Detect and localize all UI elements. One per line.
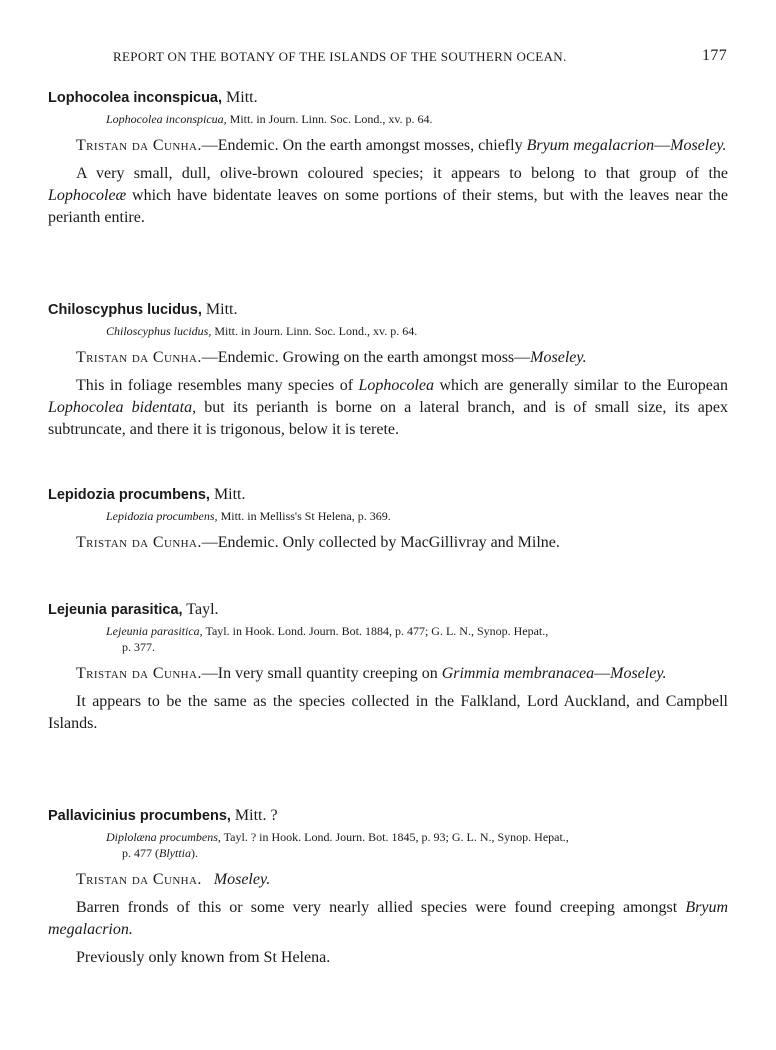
species-heading: Lophocolea inconspicua, Mitt. bbox=[48, 89, 258, 106]
citation: Lophocolea inconspicua, Mitt. in Journ. Linn. Soc. Lond., xv. p. 64. bbox=[106, 112, 433, 126]
species-heading: Chiloscyphus lucidus, Mitt. bbox=[48, 301, 238, 318]
locality-note: Tristan da Cunha.—Endemic. Growing on the earth amongst moss—Moseley. bbox=[76, 349, 587, 366]
description-paragraph: It appears to be the same as the species collected in the Falkland, Lord Auckland, and Campbell Islands. bbox=[48, 693, 728, 732]
species-heading: Lejeunia parasitica, Tayl. bbox=[48, 601, 219, 618]
species-heading: Pallavicinius procumbens, Mitt. ? bbox=[48, 807, 278, 824]
running-title: REPORT ON THE BOTANY OF THE ISLANDS OF THE SOUTHERN OCEAN. bbox=[113, 49, 567, 64]
citation: Lejeunia parasitica, Tayl. in Hook. Lond. Journ. Bot. 1884, p. 477; G. L. N., Synop. Hepat., p. 377. bbox=[106, 624, 549, 654]
species-entry bbox=[48, 486, 728, 554]
locality-note: Tristan da Cunha. Moseley. bbox=[76, 871, 271, 888]
description-paragraph: Barren fronds of this or some very nearly allied species were found creeping amongst Bryum megalacrion. bbox=[48, 899, 728, 938]
species-heading: Lepidozia procumbens, Mitt. bbox=[48, 486, 246, 503]
species-entry bbox=[48, 301, 728, 441]
description-paragraph: This in foliage resembles many species of Lophocolea which are generally similar to the European Lophocolea bidentata, but its perianth is borne on a lateral branch, and is of small size, its apex subtruncate, and there it is trigonous, below it is terete. bbox=[48, 377, 729, 438]
description-paragraph: A very small, dull, olive-brown coloured species; it appears to belong to that group of the Lophocoleæ which have bidentate leaves on some portions of their stems, but with the leaves near the perianth entire. bbox=[48, 165, 728, 226]
citation: Lepidozia procumbens, Mitt. in Melliss's St Helena, p. 369. bbox=[106, 509, 391, 523]
description-paragraph: Previously only known from St Helena. bbox=[76, 949, 331, 966]
species-entry bbox=[48, 807, 728, 969]
locality-note: Tristan da Cunha.—In very small quantity creeping on Grimmia membranacea—Moseley. bbox=[76, 665, 667, 682]
page-number: 177 bbox=[702, 47, 728, 64]
locality-note: Tristan da Cunha.—Endemic. On the earth amongst mosses, chiefly Bryum megalacrion—Moseley. bbox=[76, 137, 727, 154]
species-entry bbox=[48, 601, 728, 735]
citation: Diplolæna procumbens, Tayl. ? in Hook. Lond. Journ. Bot. 1845, p. 93; G. L. N., Synop. Hepat., p. 477 (Blyttia). bbox=[106, 830, 569, 860]
citation: Chiloscyphus lucidus, Mitt. in Journ. Linn. Soc. Lond., xv. p. 64. bbox=[106, 324, 418, 338]
locality-note: Tristan da Cunha.—Endemic. Only collected by MacGillivray and Milne. bbox=[76, 534, 560, 551]
species-entry bbox=[48, 89, 728, 229]
